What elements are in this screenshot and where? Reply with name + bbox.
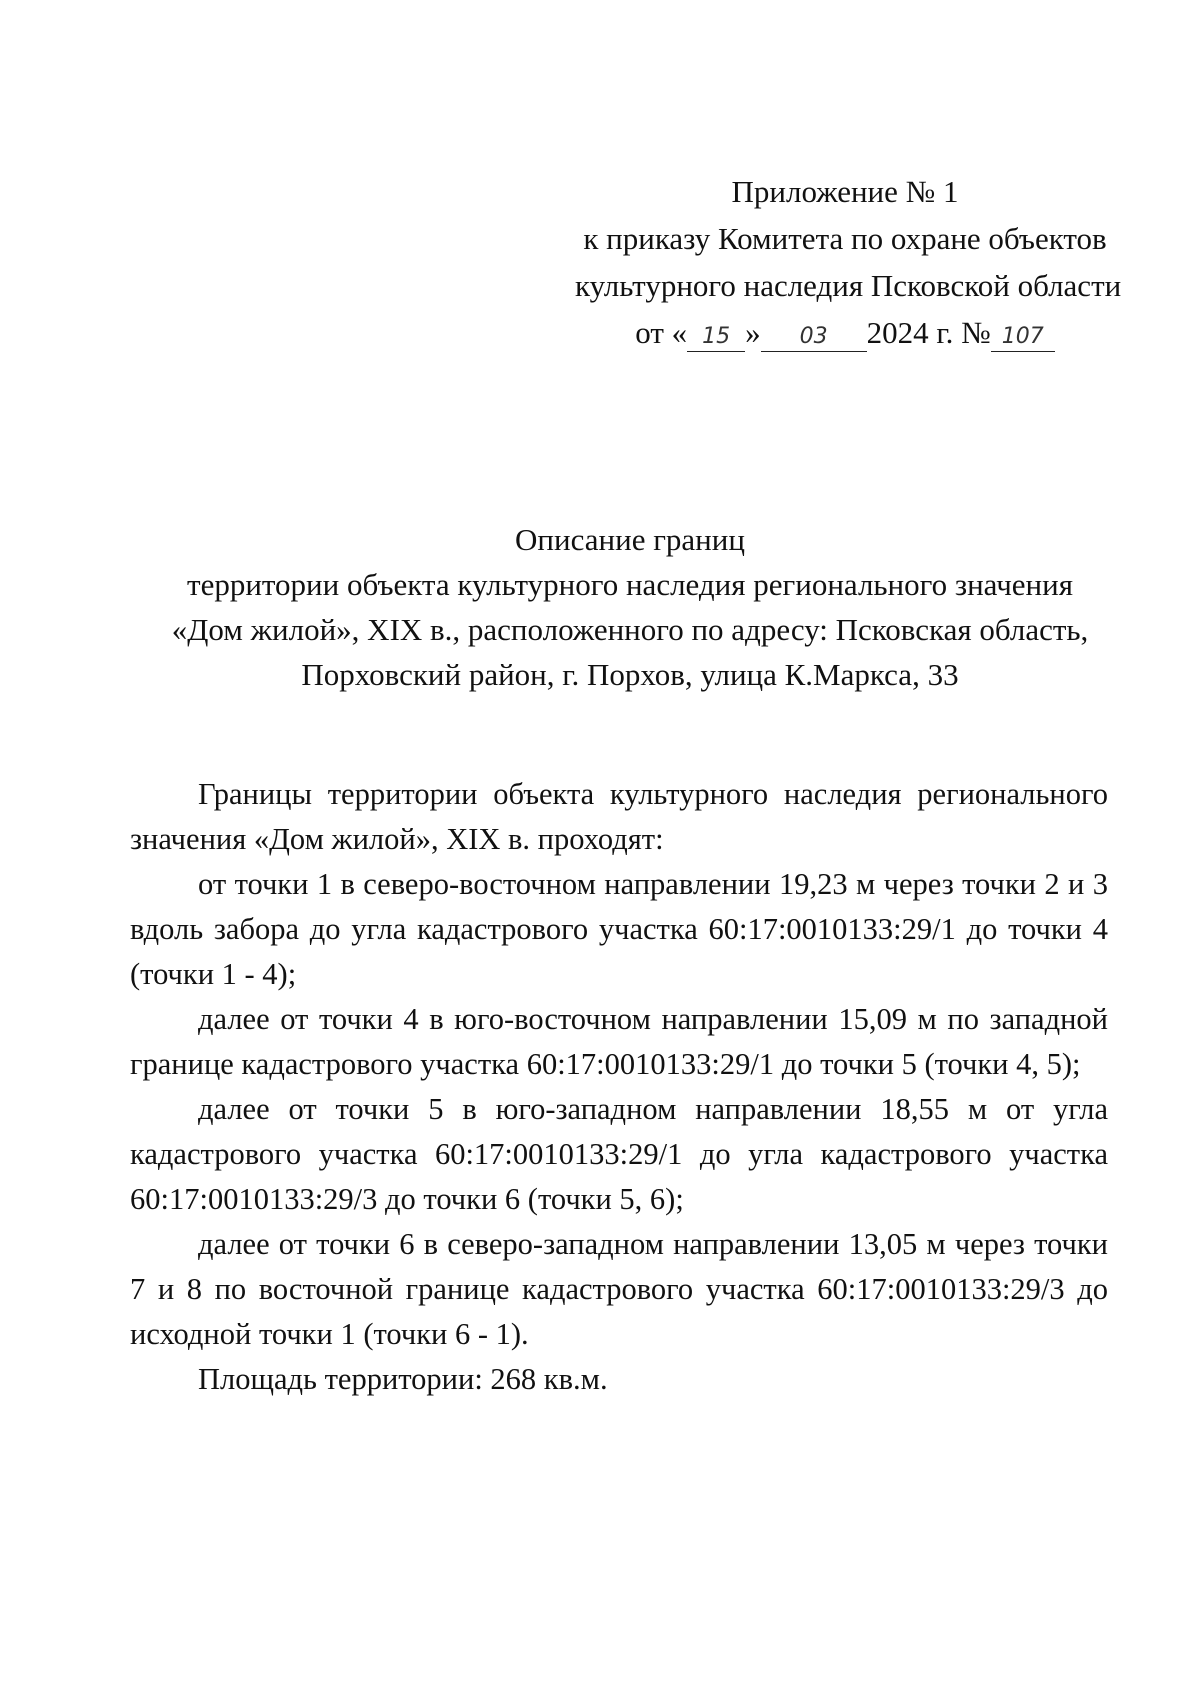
title-line-3: «Дом жилой», XIX в., расположенного по адресу: Псковская область, <box>171 612 1089 647</box>
paragraph-segment-1: от точки 1 в северо-восточном направлении 19,23 м через точки 2 и 3 вдоль забора до угла кадастрового участка 60:17:0010133:29/1 до точки 4 (точки 1 - 4); <box>130 867 1108 991</box>
appendix-date-line <box>575 309 1115 356</box>
order-number-handwritten: 107 <box>991 323 1055 352</box>
title-line-2: территории объекта культурного наследия регионального значения <box>187 567 1073 602</box>
appendix-order-ref: к приказу Комитета по охране объектов <box>583 221 1107 256</box>
date-year: 2024 г. № <box>866 315 991 350</box>
document-title <box>60 517 1200 697</box>
paragraph-segment-3: далее от точки 5 в юго-западном направлении 18,55 м от угла кадастрового участка 60:17:0010133:29/1 до угла кадастрового участка 60:17:0010133:29/3 до точки 6 (точки 5, 6); <box>130 1092 1108 1216</box>
paragraph-intro: Границы территории объекта культурного наследия регионального значения «Дом жилой», XIX в. проходят: <box>130 777 1108 856</box>
date-mid: » <box>745 315 761 350</box>
appendix-committee: культурного наследия Псковской области <box>575 268 1122 303</box>
title-line-4: Порховский район, г. Порхов, улица К.Маркса, 33 <box>301 657 959 692</box>
document-body <box>130 772 1108 1402</box>
paragraph-area: Площадь территории: 268 кв.м. <box>198 1362 608 1396</box>
appendix-number: Приложение № 1 <box>731 174 959 209</box>
date-day-handwritten: 15 <box>687 323 745 352</box>
date-month-handwritten: 03 <box>761 323 867 352</box>
appendix-header <box>575 168 1122 356</box>
title-line-1: Описание границ <box>515 522 745 557</box>
date-prefix: от « <box>635 315 688 350</box>
paragraph-segment-4: далее от точки 6 в северо-западном направлении 13,05 м через точки 7 и 8 по восточной границе кадастрового участка 60:17:0010133:29/3 до исходной точки 1 (точки 6 - 1). <box>130 1227 1108 1351</box>
paragraph-segment-2: далее от точки 4 в юго-восточном направлении 15,09 м по западной границе кадастрового участка 60:17:0010133:29/1 до точки 5 (точки 4, 5); <box>130 1002 1108 1081</box>
